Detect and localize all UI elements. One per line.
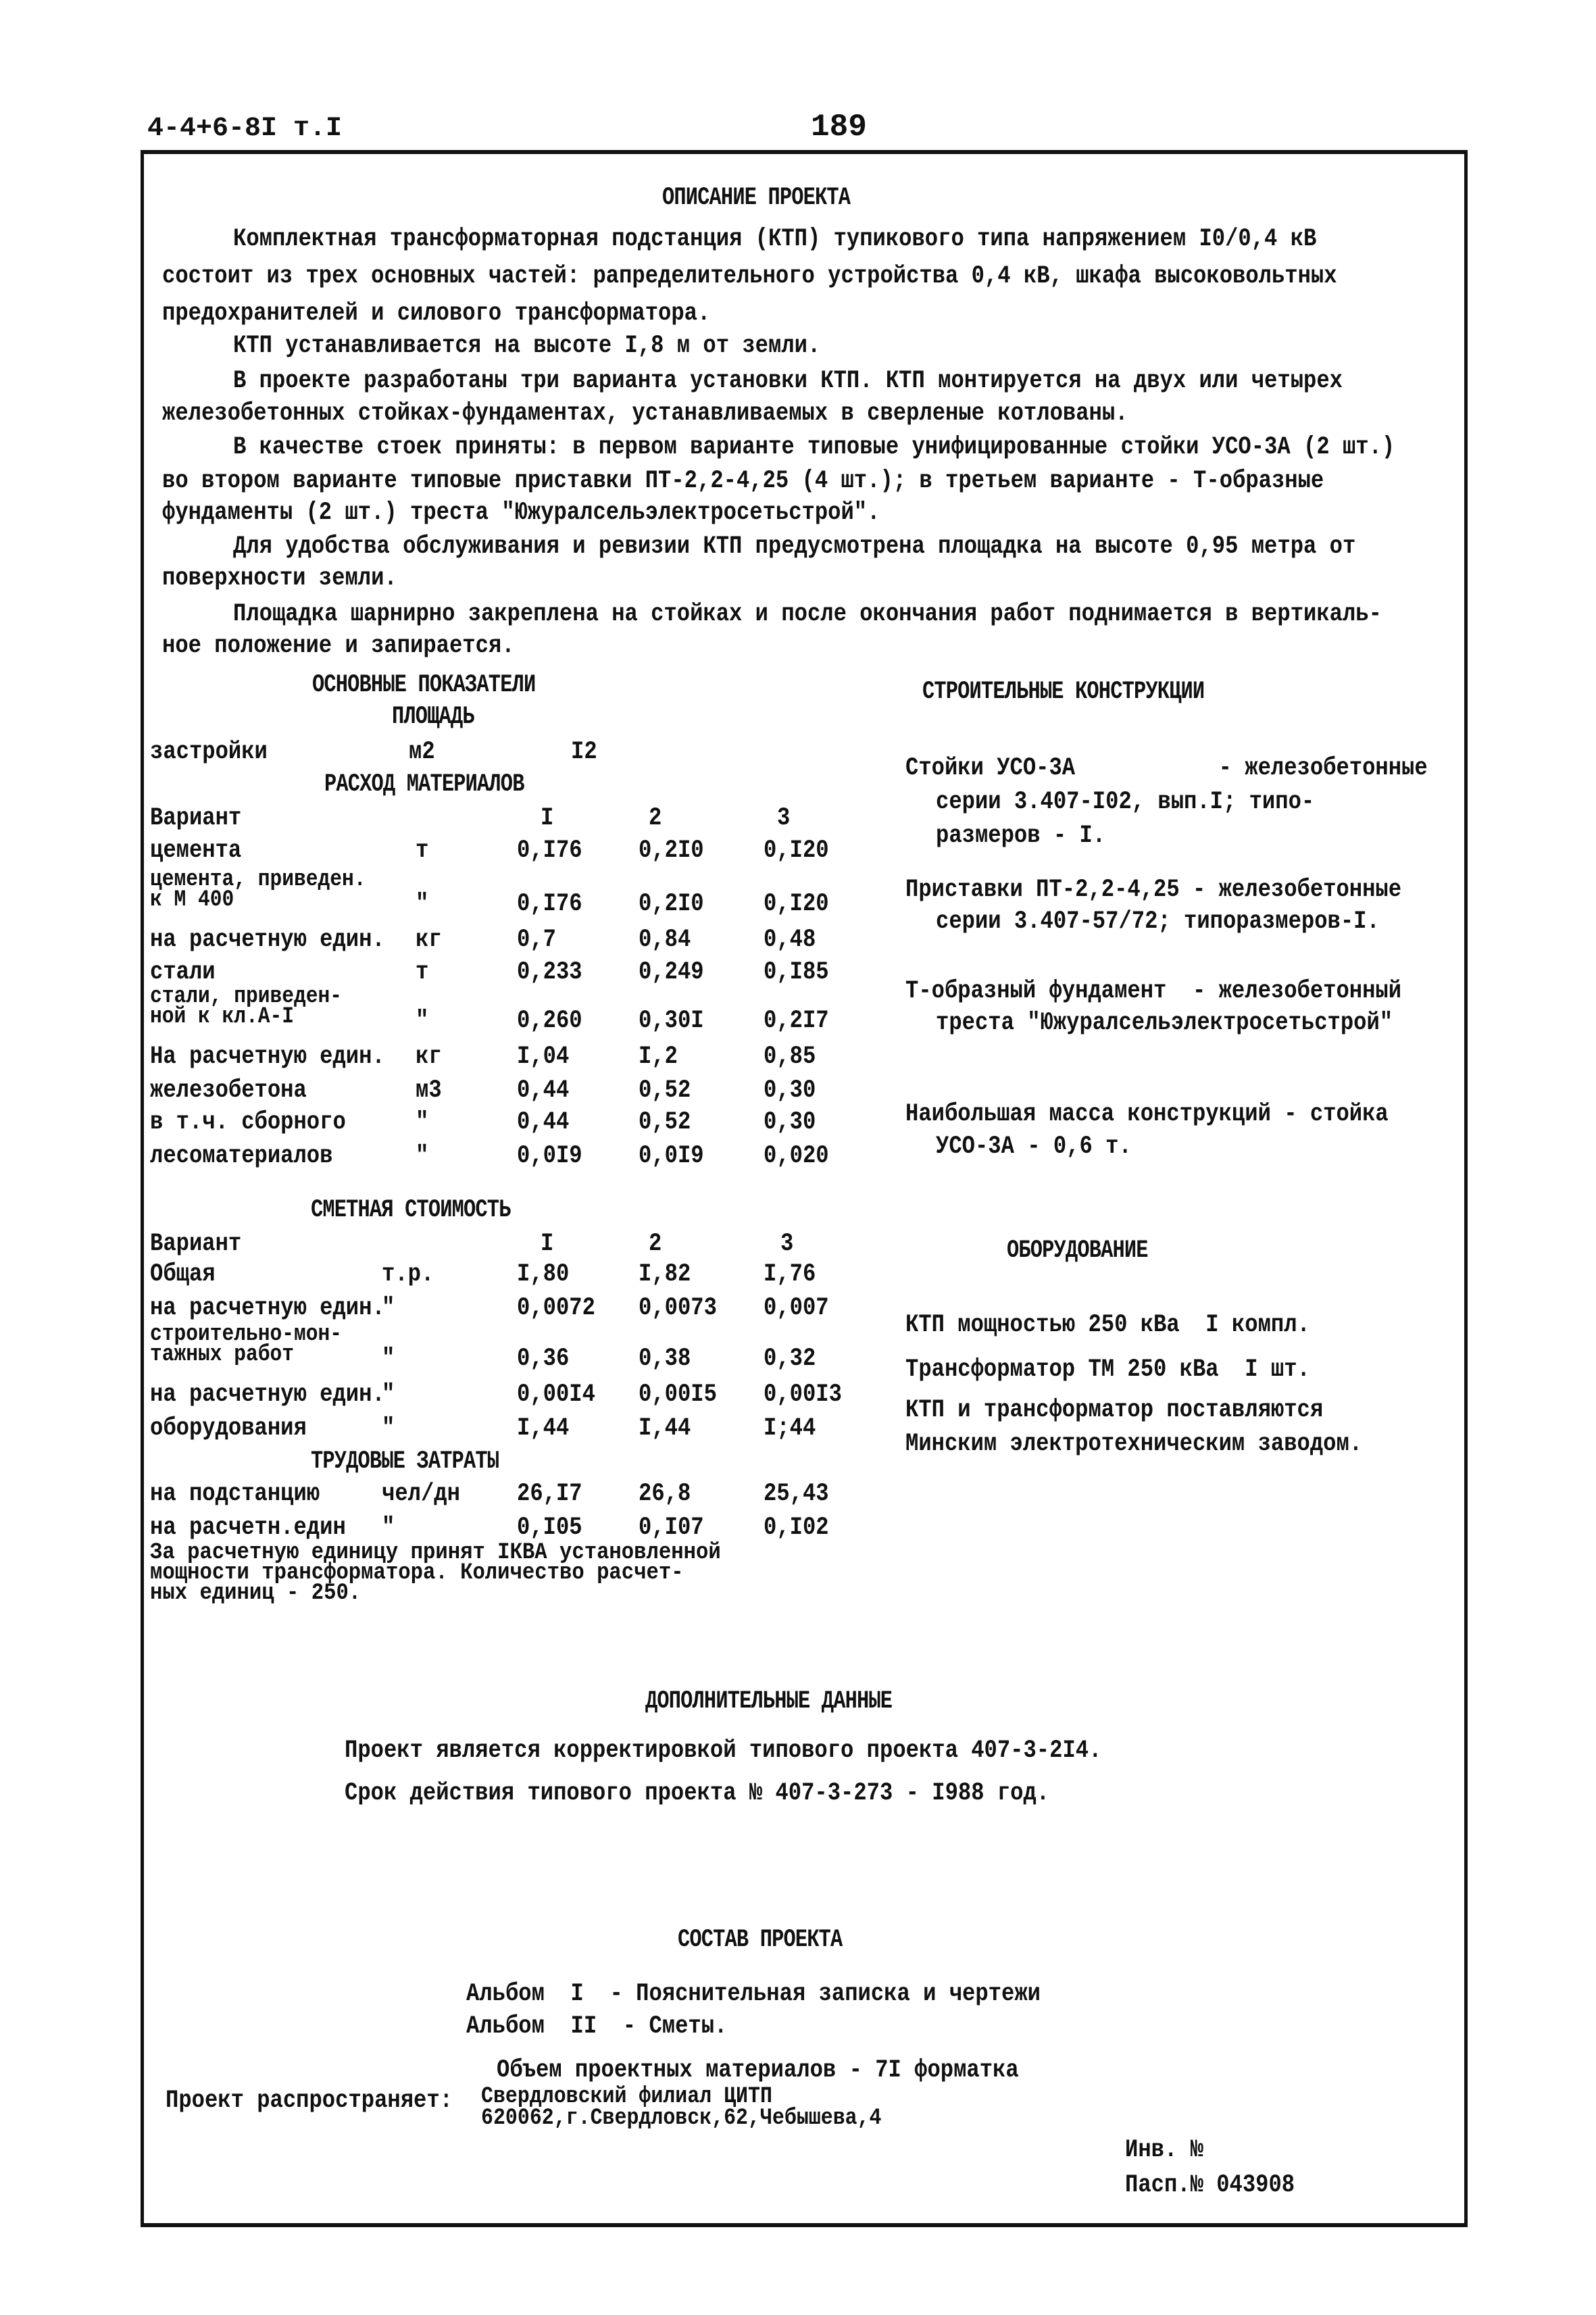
row-value-1: 0,260 xyxy=(517,1007,582,1035)
row-value-1: 0,I05 xyxy=(517,1514,582,1542)
row-value-1: I,04 xyxy=(517,1043,570,1071)
row-label: на расчетн.един xyxy=(150,1514,346,1542)
row-value-2: 0,00I5 xyxy=(639,1380,717,1409)
row-value-3: 0,020 xyxy=(764,1142,829,1170)
area-label: застройки xyxy=(150,738,268,766)
row-unit: " xyxy=(416,1108,429,1137)
variant-3: 3 xyxy=(777,804,791,832)
row-value-2: I,44 xyxy=(639,1414,691,1443)
additional-line: Срок действия типового проекта № 407-3-273 - I988 год. xyxy=(345,1779,1050,1808)
inventory-number: Инв. № xyxy=(1125,2136,1203,2164)
row-unit: кг xyxy=(416,926,442,954)
equipment-line: Минским электротехническим заводом. xyxy=(905,1430,1363,1458)
equipment-title: ОБОРУДОВАНИЕ xyxy=(1007,1237,1148,1265)
row-unit: т xyxy=(416,958,429,987)
row-unit: т.р. xyxy=(382,1260,434,1289)
cost-variant-1: I xyxy=(541,1230,554,1258)
note-line: За расчетную единицу принят IКВА установленной xyxy=(150,1540,721,1566)
construction-line: Приставки ПТ-2,2-4,25 - железобетонные xyxy=(905,876,1402,904)
row-unit: кг xyxy=(416,1043,442,1071)
row-label: на расчетную един. xyxy=(150,926,385,954)
row-value-2: 26,8 xyxy=(639,1480,691,1508)
area-unit: м2 xyxy=(409,738,435,766)
labor-title: ТРУДОВЫЕ ЗАТРАТЫ xyxy=(311,1447,499,1476)
row-value-3: 0,I02 xyxy=(764,1514,829,1542)
row-value-1: 0,233 xyxy=(517,958,582,987)
row-unit: т xyxy=(416,837,429,865)
row-value-2: 0,52 xyxy=(639,1076,691,1105)
row-value-2: 0,I07 xyxy=(639,1514,704,1542)
row-value-1: 0,I76 xyxy=(517,890,582,918)
construction-line: треста "Южуралсельэлектросетьстрой" xyxy=(936,1009,1393,1037)
row-value-2: 0,2I0 xyxy=(639,837,704,865)
construction-line: серии 3.407-57/72; типоразмеров-I. xyxy=(936,907,1380,936)
row-label: на расчетную един. xyxy=(150,1380,385,1409)
row-label: цемента, приведен. xyxy=(150,867,366,893)
row-label-cont: к М 400 xyxy=(150,887,234,913)
row-value-3: 0,30 xyxy=(764,1076,816,1105)
description-line: ное положение и запирается. xyxy=(162,632,515,660)
description-line: Для удобства обслуживания и ревизии КТП предусмотрена площадка на высоте 0,95 метра от xyxy=(233,532,1356,561)
row-value-1: I,80 xyxy=(517,1260,570,1289)
description-line: фундаменты (2 шт.) треста "Южуралсельэлектросетьстрой". xyxy=(162,499,880,527)
volume-line: Объем проектных материалов - 7I форматка xyxy=(497,2056,1019,2085)
row-value-3: I,76 xyxy=(764,1260,816,1289)
row-value-3: 0,85 xyxy=(764,1043,816,1071)
row-unit: " xyxy=(382,1514,395,1542)
row-value-3: 0,48 xyxy=(764,926,816,954)
row-value-3: 0,30 xyxy=(764,1108,816,1137)
passport-number: Пасп.№ 043908 xyxy=(1125,2171,1295,2199)
row-value-3: 0,00I3 xyxy=(764,1380,842,1409)
row-value-2: I,82 xyxy=(639,1260,691,1289)
row-value-2: 0,2I0 xyxy=(639,890,704,918)
additional-title: ДОПОЛНИТЕЛЬНЫЕ ДАННЫЕ xyxy=(645,1687,893,1716)
album-line: Альбом I - Пояснительная записка и чертежи xyxy=(466,1980,1041,2008)
row-unit: " xyxy=(382,1345,395,1373)
row-label: в т.ч. сборного xyxy=(150,1108,346,1137)
description-line: состоит из трех основных частей: рапределительного устройства 0,4 кВ, шкафа высоковольтных xyxy=(162,262,1337,291)
materials-title: РАСХОД МАТЕРИАЛОВ xyxy=(324,770,524,799)
album-line: Альбом II - Сметы. xyxy=(466,2012,728,2041)
construction-line: Стойки УСО-3А - железобетонные xyxy=(905,754,1428,782)
description-line: железобетонных стойках-фундаментах, устанавливаемых в сверленые котлованы. xyxy=(162,399,1128,428)
construction-line: Т-образный фундамент - железобетонный xyxy=(905,977,1402,1005)
row-unit: м3 xyxy=(416,1076,442,1105)
row-label: на подстанцию xyxy=(150,1480,320,1508)
row-label: цемента xyxy=(150,837,242,865)
row-value-3: 0,I20 xyxy=(764,890,829,918)
note-line: ных единиц - 250. xyxy=(150,1580,361,1606)
construction-line: серии 3.407-I02, вып.I; типо- xyxy=(936,788,1315,816)
distributor-address: 620062,г.Свердловск,62,Чебышева,4 xyxy=(481,2106,882,2131)
row-value-3: 0,007 xyxy=(764,1294,829,1322)
row-value-2: 0,84 xyxy=(639,926,691,954)
description-line: Площадка шарнирно закреплена на стойках и после окончания работ поднимается в вертикаль- xyxy=(233,600,1382,628)
row-value-3: 0,I20 xyxy=(764,837,829,865)
construction-line: УСО-3А - 0,6 т. xyxy=(936,1132,1132,1161)
row-value-3: I;44 xyxy=(764,1414,816,1443)
additional-line: Проект является корректировкой типового проекта 407-3-2I4. xyxy=(345,1737,1102,1765)
row-label: Общая xyxy=(150,1260,216,1289)
row-value-1: 0,I76 xyxy=(517,837,582,865)
row-value-1: 26,I7 xyxy=(517,1480,582,1508)
description-line: В проекте разработаны три варианта установки КТП. КТП монтируется на двух или четырех xyxy=(233,367,1343,395)
row-value-3: 0,I85 xyxy=(764,958,829,987)
row-value-1: 0,0I9 xyxy=(517,1142,582,1170)
page-number: 189 xyxy=(811,109,867,145)
row-unit: " xyxy=(416,890,429,918)
cost-title: СМЕТНАЯ СТОИМОСТЬ xyxy=(311,1196,511,1224)
row-value-2: 0,249 xyxy=(639,958,704,987)
row-label: лесоматериалов xyxy=(150,1142,333,1170)
row-unit: " xyxy=(382,1294,395,1322)
row-value-1: 0,44 xyxy=(517,1108,570,1137)
distributor-label: Проект распространяет: xyxy=(166,2087,453,2115)
description-line: предохранителей и силового трансформатора. xyxy=(162,299,711,328)
row-value-3: 25,43 xyxy=(764,1480,829,1508)
description-title: ОПИСАНИЕ ПРОЕКТА xyxy=(662,184,851,212)
row-label-cont: тажных работ xyxy=(150,1342,295,1368)
variant-label: Вариант xyxy=(150,804,242,832)
row-unit: " xyxy=(382,1414,395,1443)
composition-title: СОСТАВ ПРОЕКТА xyxy=(678,1926,843,1954)
variant-1: I xyxy=(541,804,554,832)
variant-2: 2 xyxy=(649,804,662,832)
description-line: В качестве стоек приняты: в первом варианте типовые унифицированные стойки УСО-3А (2 шт.) xyxy=(233,433,1395,462)
row-value-2: 0,0073 xyxy=(639,1294,717,1322)
row-unit: " xyxy=(416,1007,429,1035)
cost-variant-label: Вариант xyxy=(150,1230,242,1258)
area-title: ПЛОЩАДЬ xyxy=(392,703,474,731)
row-label: строительно-мон- xyxy=(150,1322,343,1347)
indicators-title: ОСНОВНЫЕ ПОКАЗАТЕЛИ xyxy=(312,671,536,699)
cost-variant-2: 2 xyxy=(649,1230,662,1258)
row-label: На расчетную един. xyxy=(150,1043,385,1071)
note-line: мощности трансформатора. Количество расчет- xyxy=(150,1560,684,1586)
distributor-name: Свердловский филиал ЦИТП xyxy=(481,2084,772,2110)
cost-variant-3: 3 xyxy=(780,1230,794,1258)
row-value-1: 0,36 xyxy=(517,1345,570,1373)
row-value-1: 0,0072 xyxy=(517,1294,595,1322)
row-label-cont: ной к кл.А-I xyxy=(150,1004,295,1030)
area-value: I2 xyxy=(571,738,597,766)
row-label: на расчетную един. xyxy=(150,1294,385,1322)
row-label: стали, приведен- xyxy=(150,984,343,1010)
construction-line: Наибольшая масса конструкций - стойка xyxy=(905,1100,1389,1128)
row-value-3: 0,2I7 xyxy=(764,1007,829,1035)
row-value-3: 0,32 xyxy=(764,1345,816,1373)
equipment-line: КТП и трансформатор поставляются xyxy=(905,1396,1324,1424)
description-line: Комплектная трансформаторная подстанция (КТП) тупикового типа напряжением I0/0,4 кВ xyxy=(233,225,1317,253)
row-value-2: 0,0I9 xyxy=(639,1142,704,1170)
equipment-line: Трансформатор ТМ 250 кВа I шт. xyxy=(905,1355,1310,1384)
row-unit: " xyxy=(416,1142,429,1170)
constructions-title: СТРОИТЕЛЬНЫЕ КОНСТРУКЦИИ xyxy=(922,678,1205,706)
description-line: КТП устанавливается на высоте I,8 м от земли. xyxy=(233,332,821,360)
description-line: поверхности земли. xyxy=(162,564,397,593)
row-value-1: 0,00I4 xyxy=(517,1380,595,1409)
equipment-line: КТП мощностью 250 кВа I компл. xyxy=(905,1311,1310,1339)
row-value-1: 0,44 xyxy=(517,1076,570,1105)
row-value-1: I,44 xyxy=(517,1414,570,1443)
row-label: железобетона xyxy=(150,1076,307,1105)
row-label: оборудования xyxy=(150,1414,307,1443)
row-value-2: I,2 xyxy=(639,1043,678,1071)
row-unit: чел/дн xyxy=(382,1480,460,1508)
construction-line: размеров - I. xyxy=(936,822,1106,850)
row-unit: " xyxy=(382,1380,395,1409)
document-code: 4-4+6-8I т.I xyxy=(147,114,343,144)
row-label: стали xyxy=(150,958,216,987)
row-value-2: 0,52 xyxy=(639,1108,691,1137)
row-value-2: 0,38 xyxy=(639,1345,691,1373)
description-line: во втором варианте типовые приставки ПТ-2,2-4,25 (4 шт.); в третьем варианте - Т-образные xyxy=(162,467,1324,495)
row-value-1: 0,7 xyxy=(517,926,556,954)
row-value-2: 0,30I xyxy=(639,1007,704,1035)
